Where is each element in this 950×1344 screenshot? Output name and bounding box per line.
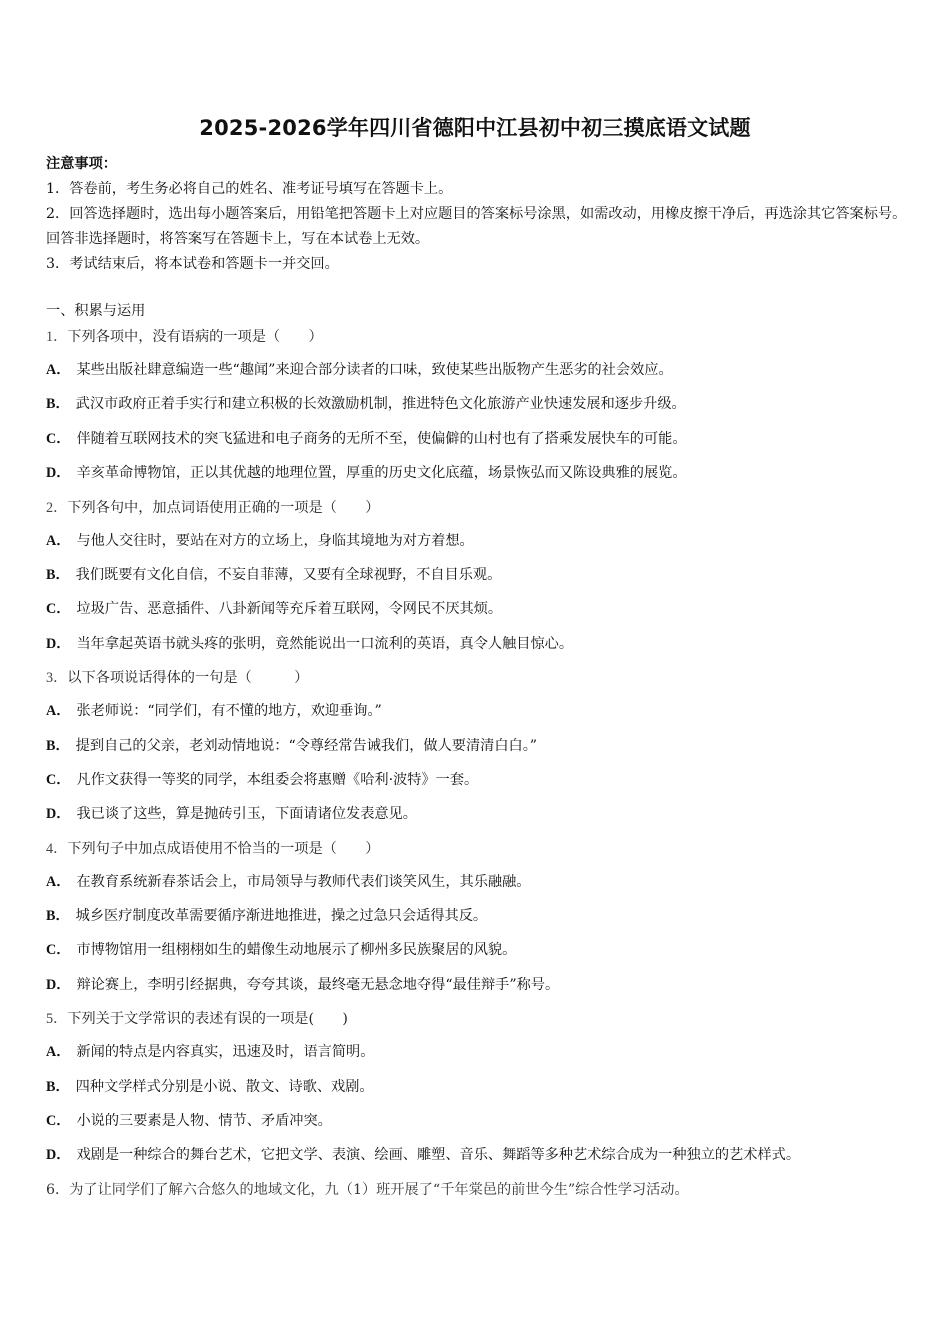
option-text: 市博物馆用一组栩栩如生的蜡像生动地展示了柳州多民族聚居的风貌。 (76, 942, 517, 959)
option-c (46, 598, 916, 620)
option-label: B． (46, 396, 70, 413)
option-label: B． (46, 566, 70, 583)
exam-title: 2025-2026学年四川省德阳中江县初中初三摸底语文试题 (199, 116, 751, 140)
option-d (46, 1144, 916, 1166)
question-2 (46, 497, 916, 655)
option-label: A． (46, 362, 71, 378)
question-number: 2． (46, 499, 68, 516)
question-text: 下列关于文学常识的表述有误的一项是( ) (67, 1011, 348, 1028)
option-text: 我们既要有文化自信，不妄自菲薄，又要有全球视野，不自目乐观。 (75, 566, 502, 583)
notice-block (46, 152, 908, 277)
option-d (46, 974, 916, 996)
option-text: 小说的三要素是人物、情节、矛盾冲突。 (76, 1113, 332, 1130)
option-text: 伴随着互联网技术的突飞猛进和电子商务的无所不至，使偏僻的山村也有了搭乘发展快车的可能。 (76, 430, 687, 447)
option-label: D． (46, 635, 71, 652)
option-label: A． (46, 532, 71, 549)
question-stem (46, 667, 916, 689)
option-b (46, 1076, 916, 1098)
option-label: D． (46, 465, 71, 482)
option-d (46, 633, 916, 655)
option-text: 与他人交往时，要站在对方的立场上，身临其境地为对方着想。 (76, 532, 474, 549)
option-text: 张老师说：“同学们，有不懂的地方，欢迎垂询。” (76, 703, 382, 720)
option-label: A． (46, 873, 71, 890)
option-text: 辩论赛上，李明引经据典，夸夸其谈，最终毫无悬念地夺得“最佳辩手”称号。 (76, 976, 560, 993)
question-stem (46, 497, 916, 519)
option-c (46, 939, 916, 961)
option-text: 新闻的特点是内容真实，迅速及时，语言简明。 (76, 1044, 375, 1061)
option-text: 某些出版社肆意编造一些“趣闻”来迎合部分读者的口味，致使某些出版物产生恶劣的社会效应。 (76, 362, 673, 378)
section-heading: 一、积累与运用 (46, 303, 146, 319)
option-text: 城乡医疗制度改革需要循序渐进地推进，操之过急只会适得其反。 (75, 908, 488, 925)
question-3 (46, 667, 916, 825)
question-stem (46, 838, 916, 860)
option-c (46, 769, 916, 791)
option-label: D． (46, 976, 71, 993)
option-label: A． (46, 1044, 71, 1061)
option-label: D． (46, 1147, 71, 1164)
question-stem (46, 1008, 916, 1030)
option-b (46, 393, 916, 415)
option-text: 戏剧是一种综合的舞台艺术，它把文学、表演、绘画、雕塑、音乐、舞蹈等多种艺术综合成为一种独立的艺术样式。 (76, 1147, 801, 1164)
option-label: C． (46, 942, 71, 959)
question-number: 4． (46, 840, 68, 857)
question-text: 下列各句中，加点词语使用正确的一项是（ ） (67, 499, 380, 516)
question-5 (46, 1008, 916, 1166)
option-label: C． (46, 601, 71, 618)
option-text: 在教育系统新春茶话会上，市局领导与教师代表们谈笑风生，其乐融融。 (76, 873, 531, 890)
notice-item-2: 2．回答选择题时，选出每小题答案后，用铅笔把答题卡上对应题目的答案标号涂黑，如需改动，用橡皮擦干净后，再选涂其它答案标号。回答非选择题时，将答案写在答题卡上，写在本试卷上无效。 (46, 206, 907, 247)
notice-heading: 注意事项： (46, 156, 117, 172)
exam-content (46, 300, 916, 1215)
option-text: 辛亥革命博物馆，正以其优越的地理位置，厚重的历史文化底蕴，场景恢弘而又陈设典雅的展览。 (76, 465, 687, 482)
option-text: 我已谈了这些，算是抛砖引玉，下面请诸位发表意见。 (76, 806, 417, 823)
option-a (46, 359, 916, 381)
option-a (46, 871, 916, 893)
option-text: 提到自己的父亲，老刘动情地说：“令尊经常告诫我们，做人要清清白白。” (75, 737, 538, 754)
option-a (46, 530, 916, 552)
question-text: 下列句子中加点成语使用不恰当的一项是（ ） (67, 840, 380, 857)
option-label: A． (46, 703, 71, 720)
option-text: 四种文学样式分别是小说、散文、诗歌、戏剧。 (75, 1078, 374, 1095)
option-d (46, 462, 916, 484)
question-number: 3． (46, 670, 68, 687)
option-b (46, 564, 916, 586)
notice-item-1: 1．答卷前，考生务必将自己的姓名、准考证号填写在答题卡上。 (46, 181, 453, 197)
option-label: B． (46, 737, 70, 754)
option-label: D． (46, 806, 71, 823)
option-b (46, 905, 916, 927)
option-a (46, 1041, 916, 1063)
question-text: 为了让同学们了解六合悠久的地域文化，九（1）班开展了“千年棠邑的前世今生”综合性学习活动。 (69, 1181, 689, 1198)
option-b (46, 735, 916, 757)
question-6 (46, 1179, 916, 1201)
option-c (46, 1110, 916, 1132)
option-text: 武汉市政府正着手实行和建立积极的长效激励机制，推进特色文化旅游产业快速发展和逐步升级。 (75, 396, 686, 413)
option-d (46, 803, 916, 825)
question-number: 6． (46, 1181, 70, 1198)
question-text: 以下各项说话得体的一句是（ ） (67, 670, 309, 687)
option-label: B． (46, 1078, 70, 1095)
option-label: C． (46, 1113, 71, 1130)
question-text: 下列各项中，没有语病的一项是（ ） (67, 329, 323, 345)
notice-item-3: 3．考试结束后，将本试卷和答题卡一并交回。 (46, 256, 339, 272)
option-text: 当年拿起英语书就头疼的张明，竟然能说出一口流利的英语，真令人触目惊心。 (76, 635, 574, 652)
option-label: C． (46, 771, 71, 788)
question-number: 5． (46, 1011, 68, 1028)
option-text: 凡作文获得一等奖的同学，本组委会将惠赠《哈利·波特》一套。 (76, 771, 479, 788)
option-label: C． (46, 430, 71, 447)
option-label: B． (46, 908, 70, 925)
question-1 (46, 326, 916, 484)
question-stem (46, 326, 916, 348)
option-c (46, 428, 916, 450)
question-number: 1． (46, 329, 68, 345)
option-text: 垃圾广告、恶意插件、八卦新闻等充斥着互联网，令网民不厌其烦。 (76, 601, 503, 618)
question-4 (46, 838, 916, 996)
option-a (46, 700, 916, 722)
